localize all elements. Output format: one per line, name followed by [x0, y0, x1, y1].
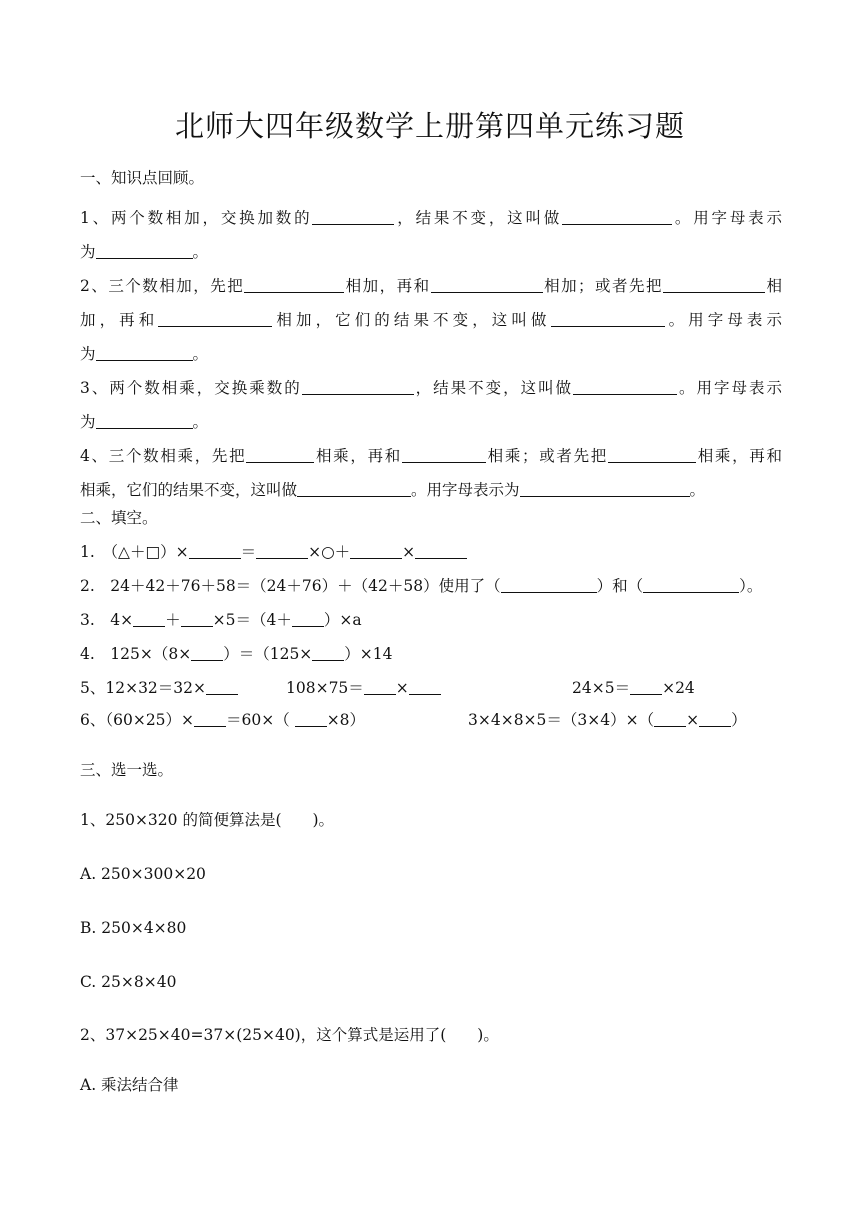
text: 1. （△＋□）×	[80, 543, 189, 561]
text: 。用字母表示	[677, 379, 782, 397]
text: ＋	[165, 611, 181, 629]
text: 相乘，再和	[314, 447, 402, 465]
text: ×○＋	[308, 543, 351, 561]
text: 。用字母表示	[664, 311, 782, 329]
text: ×	[395, 679, 409, 697]
blank[interactable]	[206, 679, 238, 695]
s1-q3-line1	[80, 378, 782, 398]
text: ，结果不变，这叫做	[394, 209, 563, 227]
text: ）×14	[344, 645, 393, 663]
blank[interactable]	[630, 679, 662, 695]
section-2-heading: 二、填空。	[80, 509, 158, 527]
blank[interactable]	[608, 447, 696, 463]
s2-f6-part1	[80, 710, 365, 730]
text: 6、（60×25）×	[80, 711, 195, 729]
s1-q4-line2	[80, 480, 705, 500]
text: ）＝（125×	[223, 645, 313, 663]
text: 相	[764, 277, 782, 295]
text: 相加，它们的结果不变，这叫做	[272, 311, 551, 329]
blank[interactable]	[189, 543, 241, 559]
text: ×	[402, 543, 416, 561]
s2-f6-part2	[468, 710, 747, 730]
s2-f3	[80, 610, 362, 630]
text: 相乘；或者先把	[485, 447, 608, 465]
s2-f2	[80, 576, 762, 596]
s1-q1-line1	[80, 208, 782, 228]
blank[interactable]	[181, 611, 213, 627]
text: 1、两个数相加，交换加数的	[80, 209, 313, 227]
text: ×	[686, 711, 700, 729]
blank[interactable]	[256, 543, 308, 559]
blank[interactable]	[297, 481, 411, 497]
s3-q2: 2、37×25×40=37×(25×40)，这个算式是运用了( )。	[80, 1026, 499, 1044]
s1-q2-line1	[80, 276, 782, 296]
s3-q1-option-b[interactable]: B. 250×4×80	[80, 919, 187, 937]
text: 。	[192, 345, 209, 363]
text: 为	[80, 413, 96, 431]
text: 。用字母表示为	[411, 481, 520, 499]
text: 。	[192, 413, 209, 431]
blank[interactable]	[654, 711, 686, 727]
s1-q3-line2	[80, 412, 208, 432]
text: 4、三个数相乘，先把	[80, 447, 247, 465]
text: 108×75＝	[286, 679, 364, 697]
blank[interactable]	[431, 277, 543, 293]
blank[interactable]	[402, 447, 486, 463]
text: 相乘，它们的结果不变，这叫做	[80, 481, 298, 499]
text: 2. 24＋42＋76＋58＝（24＋76）＋（42＋58）使用了（	[80, 577, 501, 595]
text: 为	[80, 345, 96, 363]
text: ＝	[240, 543, 257, 561]
text: 相加，再和	[344, 277, 431, 295]
section-1-heading: 一、知识点回顾。	[80, 169, 205, 187]
blank[interactable]	[312, 645, 344, 661]
s1-q1-line2	[80, 242, 208, 262]
text: 3. 4×	[80, 611, 134, 629]
blank[interactable]	[312, 209, 394, 225]
blank[interactable]	[501, 577, 597, 593]
blank[interactable]	[663, 277, 765, 293]
blank[interactable]	[295, 711, 327, 727]
blank[interactable]	[350, 543, 402, 559]
text: 为	[80, 243, 96, 261]
text: 。	[192, 243, 209, 261]
s2-f5-part2	[286, 678, 441, 698]
s1-q4-line1	[80, 446, 782, 466]
blank[interactable]	[133, 611, 165, 627]
blank[interactable]	[158, 311, 272, 327]
blank[interactable]	[194, 711, 226, 727]
s1-q2-line3	[80, 344, 208, 364]
s3-q1: 1、250×320 的简便算法是( )。	[80, 811, 335, 829]
blank[interactable]	[292, 611, 324, 627]
text: 相加；或者先把	[542, 277, 663, 295]
text: 加，再和	[80, 311, 159, 329]
blank[interactable]	[551, 311, 665, 327]
s2-f5-part1	[80, 678, 238, 698]
blank[interactable]	[409, 679, 441, 695]
s2-f1	[80, 542, 467, 562]
blank[interactable]	[520, 481, 690, 497]
blank[interactable]	[643, 577, 739, 593]
s3-q1-option-a[interactable]: A. 250×300×20	[80, 865, 206, 883]
text: ×8）	[326, 711, 366, 729]
text: 4. 125×（8×	[80, 645, 192, 663]
blank[interactable]	[562, 209, 672, 225]
page-title: 北师大四年级数学上册第四单元练习题	[174, 109, 685, 143]
text: 。	[689, 481, 706, 499]
s2-f5-part3	[572, 678, 695, 698]
text: ）和（	[596, 577, 644, 595]
text: 5、12×32＝32×	[80, 679, 207, 697]
blank[interactable]	[415, 543, 467, 559]
section-3-heading: 三、选一选。	[80, 761, 174, 779]
text: ）。	[739, 577, 763, 595]
text: ＝60×（	[226, 711, 295, 729]
text: ×5＝（4＋	[212, 611, 292, 629]
text: 3、两个数相乘，交换乘数的	[80, 379, 302, 397]
text: 3×4×8×5＝（3×4）×（	[468, 711, 655, 729]
text: 2、三个数相加，先把	[80, 277, 245, 295]
blank[interactable]	[96, 413, 193, 429]
text: ×24	[662, 679, 695, 697]
text: 相乘，再和	[696, 447, 782, 465]
blank[interactable]	[246, 447, 314, 463]
text: ）×a	[323, 611, 362, 629]
blank[interactable]	[699, 711, 731, 727]
blank[interactable]	[573, 379, 677, 395]
text: 。用字母表示	[672, 209, 782, 227]
text: ）	[731, 711, 747, 729]
text: ，结果不变，这叫做	[413, 379, 574, 397]
blank[interactable]	[96, 345, 193, 361]
s1-q2-line2	[80, 310, 782, 330]
blank[interactable]	[244, 277, 344, 293]
s2-f4	[80, 644, 393, 664]
s3-q2-option-a[interactable]: A. 乘法结合律	[80, 1076, 179, 1094]
blank[interactable]	[302, 379, 414, 395]
blank[interactable]	[191, 645, 223, 661]
s3-q1-option-c[interactable]: C. 25×8×40	[80, 973, 177, 991]
blank[interactable]	[96, 243, 193, 259]
blank[interactable]	[364, 679, 396, 695]
text: 24×5＝	[572, 679, 631, 697]
